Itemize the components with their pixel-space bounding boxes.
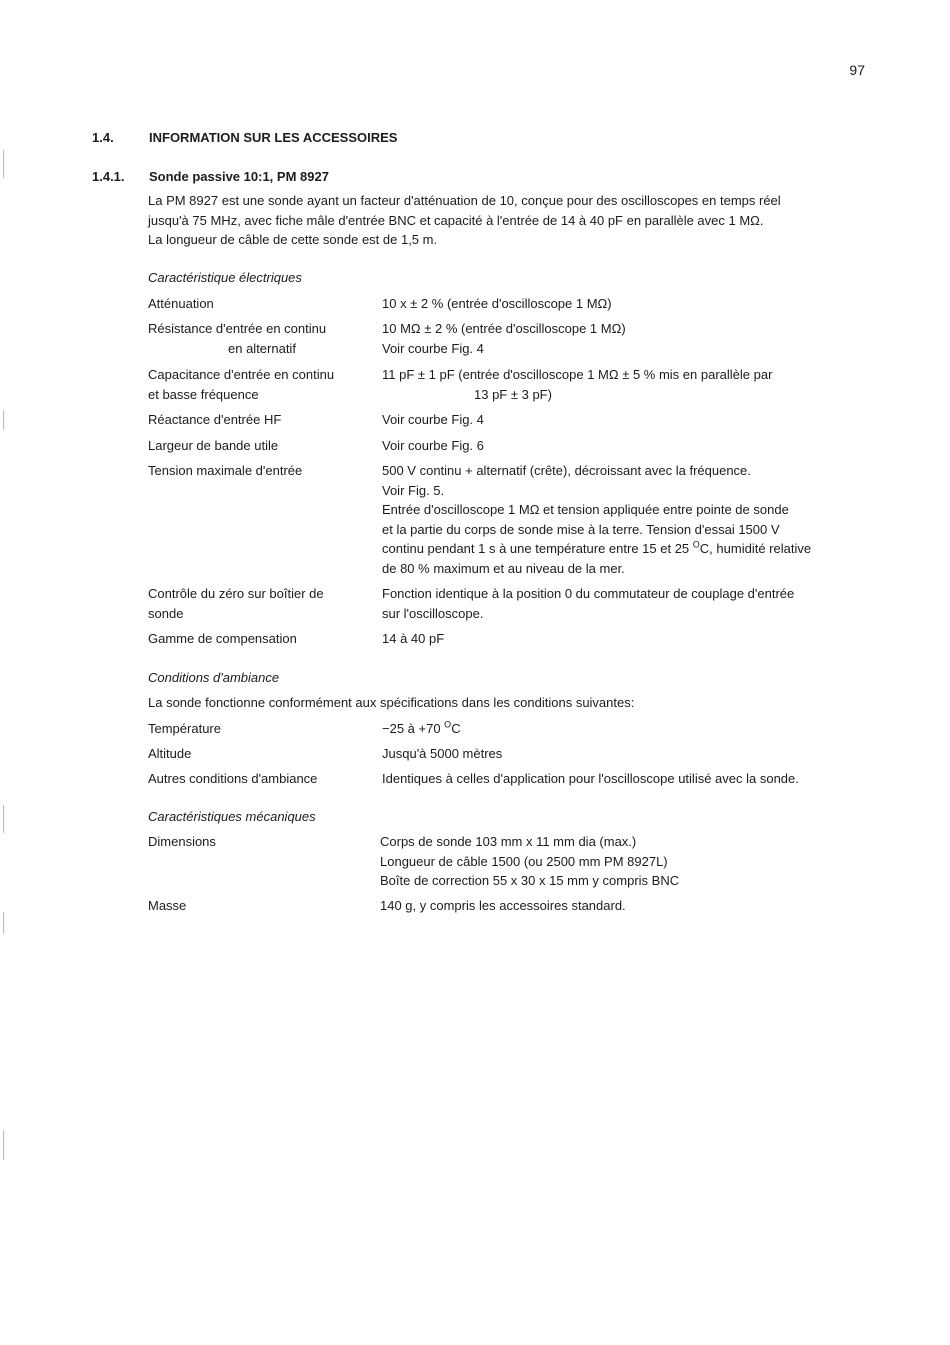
spec-label: Altitude xyxy=(148,746,192,761)
spec-value: 14 à 40 pF xyxy=(382,631,445,646)
spec-value-line: Voir Fig. 5. xyxy=(382,482,445,498)
spec-value-line: et la partie du corps de sonde mise à la terre. Tension d'essai 1500 V xyxy=(382,521,780,537)
spec-value xyxy=(382,461,882,578)
spec-label: Gamme de compensation xyxy=(148,631,297,646)
intro-line: jusqu'à 75 MHz, avec fiche mâle d'entrée BNC et capacité à l'entrée de 14 à 40 pF en parallèle avec 1 MΩ. xyxy=(148,212,764,228)
spec-value xyxy=(382,719,882,739)
spec-value-text: C, humidité relative xyxy=(699,541,812,556)
degree-sign: O xyxy=(692,539,700,550)
spec-value-text: continu pendant 1 s à une température entre 15 et 25 xyxy=(382,541,693,556)
spec-value-line: sur l'oscilloscope. xyxy=(382,605,484,621)
spec-label: Masse xyxy=(148,898,187,913)
subsection-number: 1.4.1. xyxy=(92,169,125,184)
degree-sign: O xyxy=(444,719,452,730)
spec-value-line xyxy=(382,539,882,559)
spec-label-line: en alternatif xyxy=(228,340,296,356)
spec-value-line: 10 MΩ ± 2 % (entrée d'oscilloscope 1 MΩ) xyxy=(382,321,626,336)
spec-label-line: Contrôle du zéro sur boîtier de xyxy=(148,586,324,601)
spec-value: 10 x ± 2 % (entrée d'oscilloscope 1 MΩ) xyxy=(382,296,612,311)
spec-value-text: −25 à +70 xyxy=(382,721,445,736)
spec-label xyxy=(148,584,373,623)
spec-label-line: Résistance d'entrée en continu xyxy=(148,321,327,336)
spec-label: Tension maximale d'entrée xyxy=(148,463,303,478)
spec-value xyxy=(382,365,882,404)
spec-label: Réactance d'entrée HF xyxy=(148,412,282,427)
mechanical-heading: Caractéristiques mécaniques xyxy=(148,809,316,824)
spec-value: 140 g, y compris les accessoires standard. xyxy=(380,898,626,913)
intro-paragraph xyxy=(148,191,878,250)
subsection-title: Sonde passive 10:1, PM 8927 xyxy=(149,169,329,184)
spec-value: Jusqu'à 5000 mètres xyxy=(382,746,503,761)
electrical-heading: Caractéristique électriques xyxy=(148,270,302,285)
spec-value-text: C xyxy=(451,721,461,736)
intro-line: La longueur de câble de cette sonde est de 1,5 m. xyxy=(148,232,438,247)
intro-line: La PM 8927 est une sonde ayant un facteur d'atténuation de 10, conçue pour des oscilloscopes en temps réel xyxy=(148,193,781,208)
spec-value-line: Fonction identique à la position 0 du commutateur de couplage d'entrée xyxy=(382,586,795,601)
spec-value-line: Voir courbe Fig. 4 xyxy=(382,340,484,356)
spec-value-line: 500 V continu + alternatif (crête), décroissant avec la fréquence. xyxy=(382,463,751,478)
section-title: INFORMATION SUR LES ACCESSOIRES xyxy=(149,130,398,145)
spec-label: Dimensions xyxy=(148,834,216,849)
spec-value: Voir courbe Fig. 6 xyxy=(382,438,484,453)
spec-value xyxy=(382,584,882,623)
spec-value xyxy=(382,319,882,358)
spec-label: Autres conditions d'ambiance xyxy=(148,771,318,786)
section-heading xyxy=(92,128,397,148)
ambient-heading: Conditions d'ambiance xyxy=(148,670,280,685)
spec-value: Identiques à celles d'application pour l'oscilloscope utilisé avec la sonde. xyxy=(382,771,799,786)
spec-label xyxy=(148,365,373,404)
page-number: 97 xyxy=(849,62,865,78)
spec-value: Voir courbe Fig. 4 xyxy=(382,412,484,427)
spec-label xyxy=(148,319,373,358)
spec-value-line: Corps de sonde 103 mm x 11 mm dia (max.) xyxy=(380,834,637,849)
subsection-heading xyxy=(92,167,329,187)
spec-value-line: Longueur de câble 1500 (ou 2500 mm PM 8927L) xyxy=(380,853,668,869)
spec-value-line: 11 pF ± 1 pF (entrée d'oscilloscope 1 MΩ ± 5 % mis en parallèle par xyxy=(382,367,773,382)
scan-margin-marks xyxy=(0,0,14,1345)
spec-label: Température xyxy=(148,721,221,736)
spec-label-line: sonde xyxy=(148,605,184,621)
spec-value-line: de 80 % maximum et au niveau de la mer. xyxy=(382,560,625,576)
spec-value-line: Boîte de correction 55 x 30 x 15 mm y compris BNC xyxy=(380,873,680,888)
spec-value-line: 13 pF ± 3 pF) xyxy=(474,386,552,402)
spec-value xyxy=(380,832,880,891)
spec-value-line: Entrée d'oscilloscope 1 MΩ et tension appliquée entre pointe de sonde xyxy=(382,502,789,517)
ambient-sentence: La sonde fonctionne conformément aux spécifications dans les conditions suivantes: xyxy=(148,695,635,710)
spec-label: Atténuation xyxy=(148,296,214,311)
spec-label: Largeur de bande utile xyxy=(148,438,279,453)
spec-label-line: et basse fréquence xyxy=(148,386,259,402)
spec-label-line: Capacitance d'entrée en continu xyxy=(148,367,335,382)
section-number: 1.4. xyxy=(92,130,114,145)
